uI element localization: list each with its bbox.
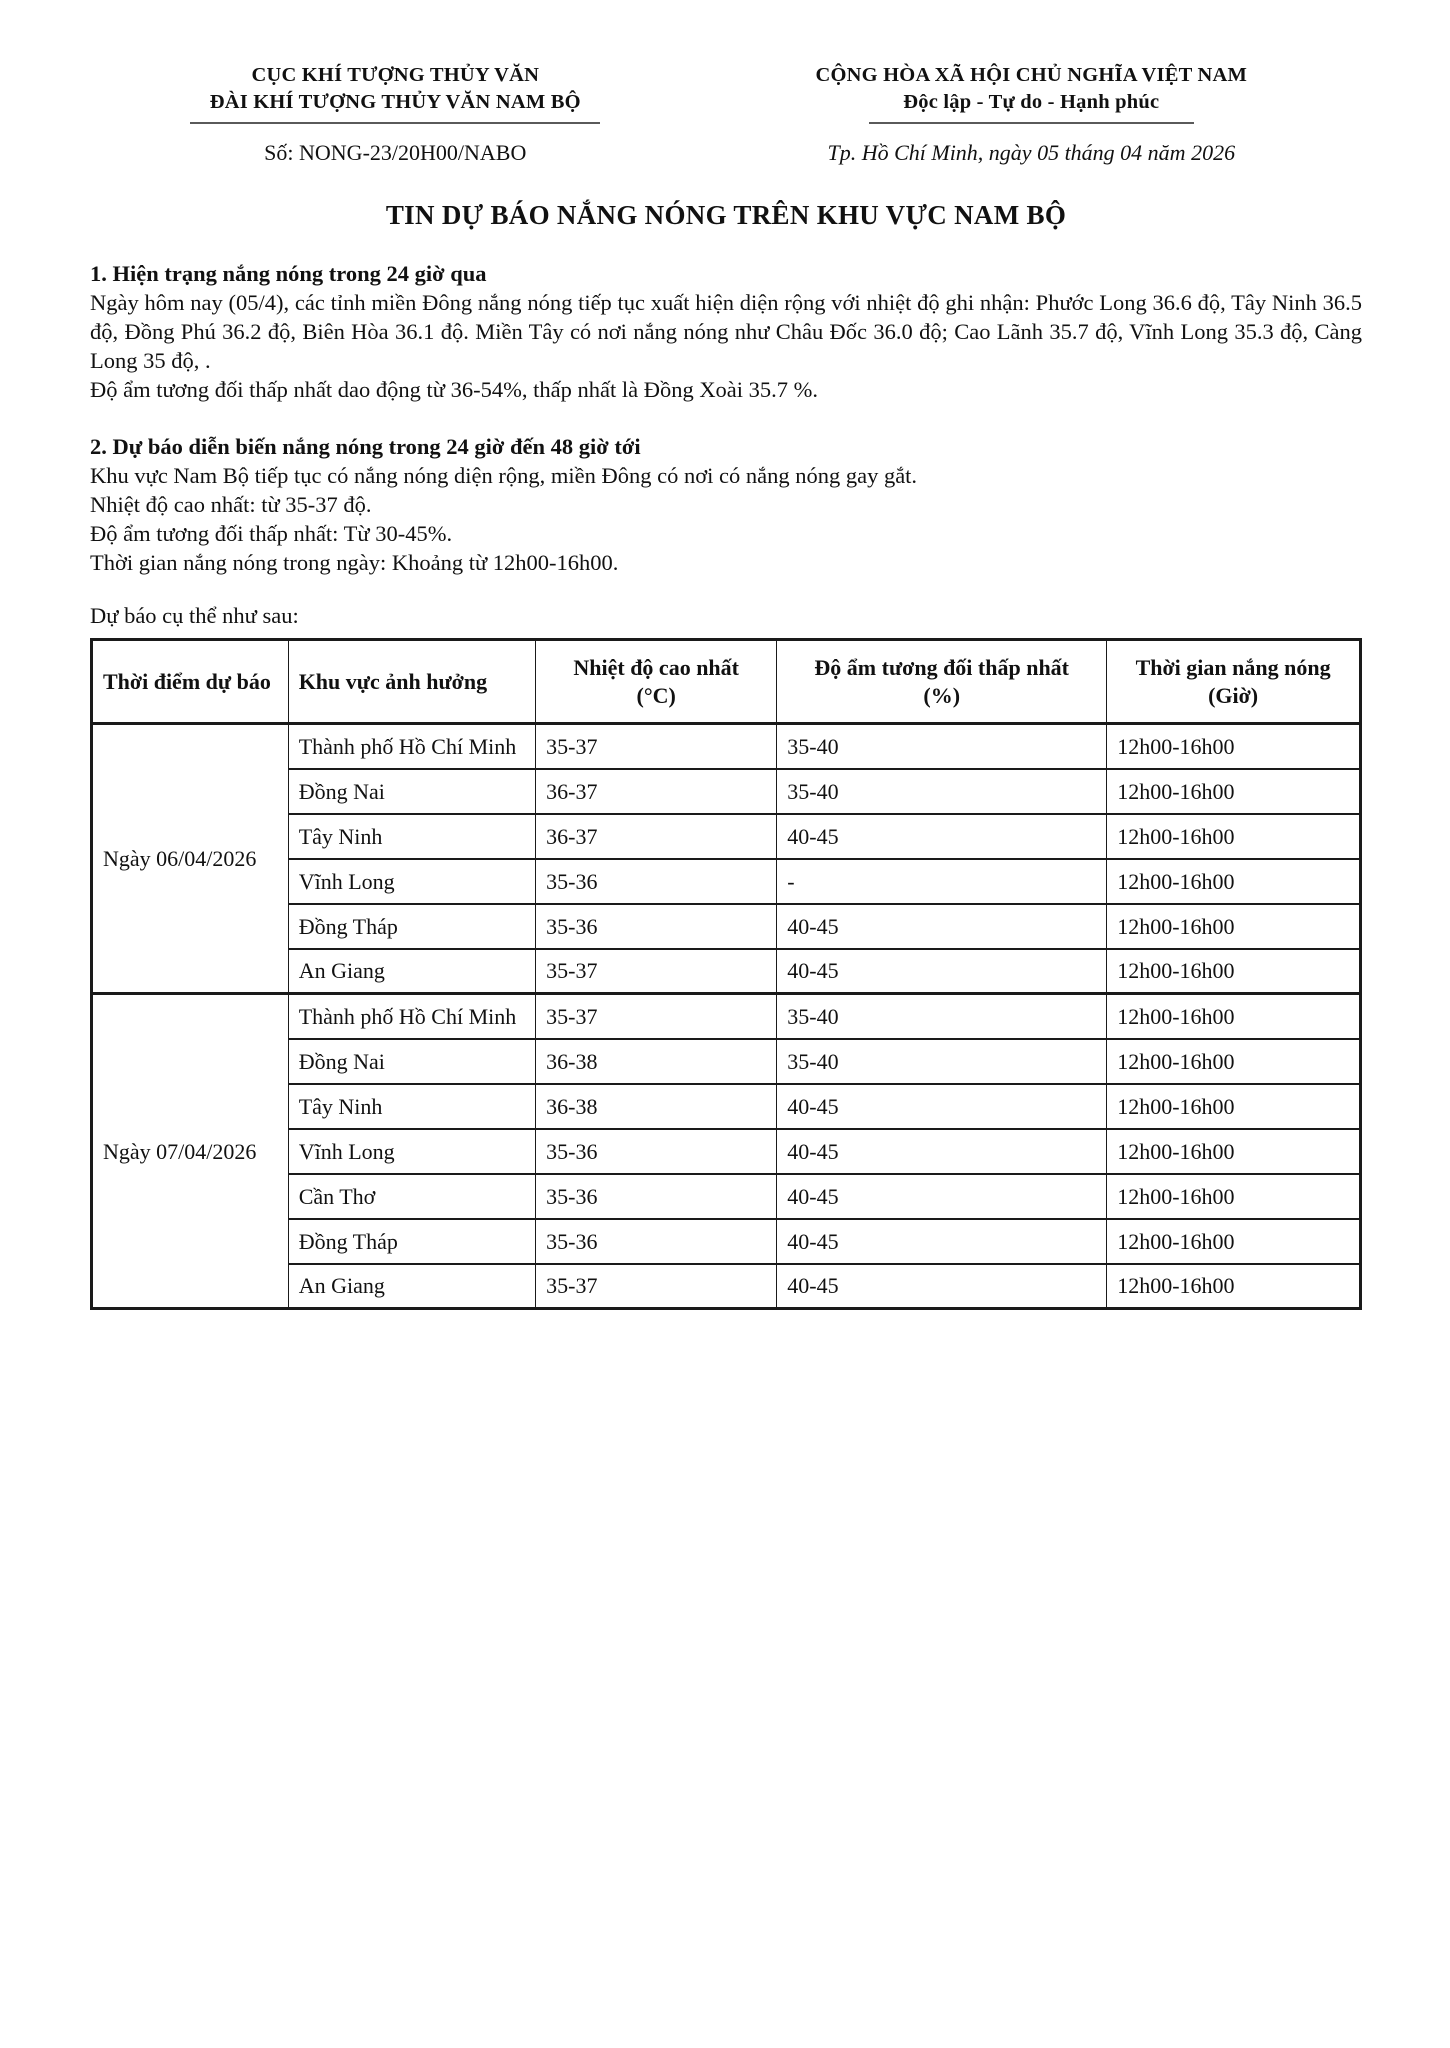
region-cell: An Giang	[288, 949, 535, 994]
region-cell: Tây Ninh	[288, 814, 535, 859]
section2-heading: 2. Dự báo diễn biến nắng nóng trong 24 giờ đến 48 giờ tới	[90, 434, 641, 459]
humidity-min-cell: 40-45	[777, 1219, 1107, 1264]
forecast-table	[90, 638, 1362, 1310]
humidity-min-cell: 35-40	[777, 994, 1107, 1039]
region-cell: Đồng Nai	[288, 769, 535, 814]
table-intro: Dự báo cụ thể như sau:	[90, 603, 299, 628]
humidity-min-cell: 40-45	[777, 1129, 1107, 1174]
region-cell: Vĩnh Long	[288, 859, 535, 904]
heat-hours-cell: 12h00-16h00	[1107, 1039, 1361, 1084]
heat-hours-cell: 12h00-16h00	[1107, 859, 1361, 904]
national-motto-block	[701, 62, 1362, 124]
temp-max-cell: 35-36	[536, 904, 777, 949]
temp-max-cell: 35-37	[536, 724, 777, 769]
heat-hours-cell: 12h00-16h00	[1107, 1174, 1361, 1219]
humidity-min-cell: 35-40	[777, 769, 1107, 814]
col-header-region	[288, 640, 535, 724]
humidity-min-cell: 40-45	[777, 1174, 1107, 1219]
document-number: Số: NONG-23/20H00/NABO	[264, 140, 527, 165]
table-row	[92, 994, 1361, 1039]
temp-max-cell: 36-37	[536, 814, 777, 859]
humidity-min-cell: 40-45	[777, 904, 1107, 949]
region-cell: Tây Ninh	[288, 1084, 535, 1129]
section2-line-4: Thời gian nắng nóng trong ngày: Khoảng từ 12h00-16h00.	[90, 550, 619, 575]
section2-line-1: Khu vực Nam Bộ tiếp tục có nắng nóng diện rộng, miền Đông có nơi có nắng nóng gay gắt.	[90, 463, 918, 488]
region-cell: Cần Thơ	[288, 1174, 535, 1219]
section2-line-3: Độ ẩm tương đối thấp nhất: Từ 30-45%.	[90, 521, 453, 546]
heat-hours-cell: 12h00-16h00	[1107, 1264, 1361, 1309]
col-header-text: Độ ẩm tương đối thấp nhất	[814, 654, 1070, 680]
national-motto: Độc lập - Tự do - Hạnh phúc	[903, 91, 1160, 113]
region-cell: Đồng Tháp	[288, 1219, 535, 1264]
agency-name: ĐÀI KHÍ TƯỢNG THỦY VĂN NAM BỘ	[209, 91, 581, 113]
heat-hours-cell: 12h00-16h00	[1107, 904, 1361, 949]
forecast-date-cell: Ngày 07/04/2026	[92, 994, 289, 1309]
agency-underline	[190, 122, 600, 124]
col-header-text: Nhiệt độ cao nhất	[573, 654, 739, 680]
heat-hours-cell: 12h00-16h00	[1107, 724, 1361, 769]
col-header-unit: (Giờ)	[1208, 682, 1259, 708]
col-header-text: Khu vực ảnh hưởng	[298, 668, 488, 694]
temp-max-cell: 35-37	[536, 1264, 777, 1309]
table-row	[92, 724, 1361, 769]
temp-max-cell: 35-36	[536, 1219, 777, 1264]
heat-hours-cell: 12h00-16h00	[1107, 814, 1361, 859]
section1-paragraph-2: Độ ẩm tương đối thấp nhất dao động từ 36-54%, thấp nhất là Đồng Xoài 35.7 %.	[90, 377, 819, 402]
heat-hours-cell: 12h00-16h00	[1107, 949, 1361, 994]
humidity-min-cell: 35-40	[777, 1039, 1107, 1084]
heat-hours-cell: 12h00-16h00	[1107, 1219, 1361, 1264]
section1-paragraph-1: Ngày hôm nay (05/4), các tỉnh miền Đông nắng nóng tiếp tục xuất hiện diện rộng với nhiệt độ ghi nhận: Phước Long 36.6 độ, Tây Ninh 36.5 độ, Đồng Phú 36.2 độ, Biên Hòa 36.1 độ. Miền Tây có nơi nắng nóng như Châu Đốc 36.0 độ; Cao Lãnh 35.7 độ, Vĩnh Long 35.3 độ, Càng Long 35 độ, .	[90, 290, 1362, 373]
forecast-date-cell: Ngày 06/04/2026	[92, 724, 289, 994]
letterhead	[90, 62, 1362, 124]
col-header-forecast-time	[92, 640, 289, 724]
col-header-unit: (%)	[923, 682, 961, 708]
region-cell: An Giang	[288, 1264, 535, 1309]
region-cell: Thành phố Hồ Chí Minh	[288, 724, 535, 769]
humidity-min-cell: 40-45	[777, 1084, 1107, 1129]
heat-hours-cell: 12h00-16h00	[1107, 1129, 1361, 1174]
temp-max-cell: 35-36	[536, 1129, 777, 1174]
temp-max-cell: 36-37	[536, 769, 777, 814]
col-header-text: Thời gian nắng nóng	[1135, 654, 1331, 680]
region-cell: Thành phố Hồ Chí Minh	[288, 994, 535, 1039]
issuing-agency-block	[90, 62, 701, 124]
humidity-min-cell: 35-40	[777, 724, 1107, 769]
col-header-heat-hours	[1107, 640, 1361, 724]
humidity-min-cell: 40-45	[777, 949, 1107, 994]
humidity-min-cell: 40-45	[777, 814, 1107, 859]
temp-max-cell: 35-37	[536, 994, 777, 1039]
temp-max-cell: 35-37	[536, 949, 777, 994]
humidity-min-cell: -	[777, 859, 1107, 904]
motto-underline	[869, 122, 1194, 124]
temp-max-cell: 35-36	[536, 1174, 777, 1219]
section1-heading: 1. Hiện trạng nắng nóng trong 24 giờ qua	[90, 261, 487, 286]
region-cell: Vĩnh Long	[288, 1129, 535, 1174]
heat-hours-cell: 12h00-16h00	[1107, 1084, 1361, 1129]
temp-max-cell: 36-38	[536, 1039, 777, 1084]
temp-max-cell: 35-36	[536, 859, 777, 904]
region-cell: Đồng Tháp	[288, 904, 535, 949]
col-header-unit: (°C)	[636, 682, 676, 708]
col-header-humidity-min	[777, 640, 1107, 724]
forecast-table-body	[92, 724, 1361, 1309]
temp-max-cell: 36-38	[536, 1084, 777, 1129]
place-and-date: Tp. Hồ Chí Minh, ngày 05 tháng 04 năm 2026	[827, 140, 1236, 165]
heat-hours-cell: 12h00-16h00	[1107, 769, 1361, 814]
heat-hours-cell: 12h00-16h00	[1107, 994, 1361, 1039]
forecast-table-header	[92, 640, 1361, 724]
humidity-min-cell: 40-45	[777, 1264, 1107, 1309]
document-title: TIN DỰ BÁO NẮNG NÓNG TRÊN KHU VỰC NAM BỘ	[385, 200, 1067, 230]
header-row	[92, 640, 1361, 724]
agency-parent-name: CỤC KHÍ TƯỢNG THỦY VĂN	[251, 64, 540, 86]
section2-line-2: Nhiệt độ cao nhất: từ 35-37 độ.	[90, 492, 372, 517]
reference-row	[90, 140, 1362, 166]
region-cell: Đồng Nai	[288, 1039, 535, 1084]
national-title: CỘNG HÒA XÃ HỘI CHỦ NGHĨA VIỆT NAM	[815, 64, 1247, 86]
col-header-text: Thời điểm dự báo	[103, 668, 271, 694]
col-header-temp-max	[536, 640, 777, 724]
